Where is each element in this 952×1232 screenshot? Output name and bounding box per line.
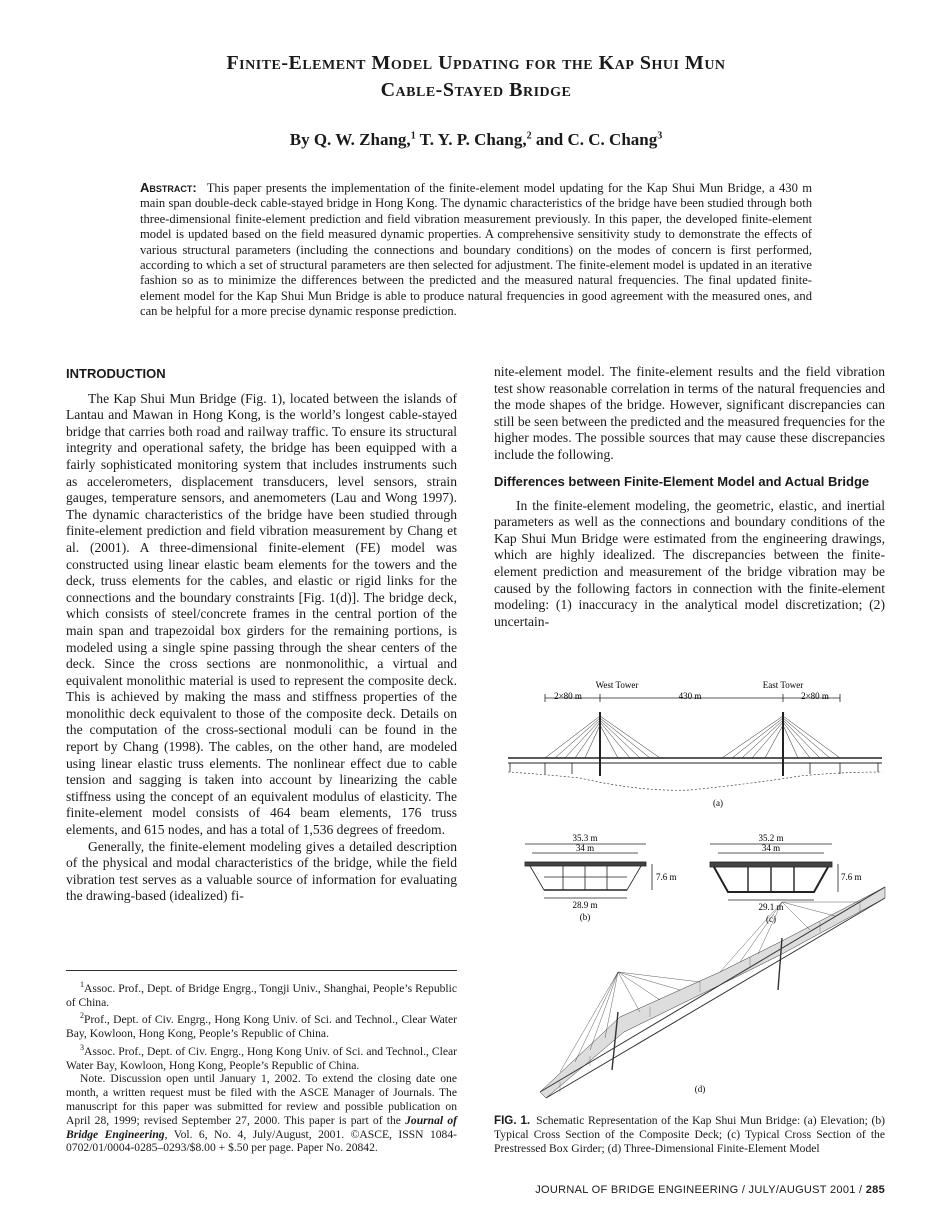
footnote-divider [66,970,457,971]
c-top-width: 35.2 m [758,833,784,843]
title-line-2: Cable-Stayed Bridge [380,79,572,101]
c-mid-width: 34 m [761,843,781,853]
east-tower-label: East Tower [762,680,804,690]
footnote-3-sup: 3 [80,1042,84,1052]
c-bottom-width: 29.1 m [758,902,784,912]
author-3: C. C. Chang [567,130,658,149]
page-number: 285 [865,1184,885,1196]
fe-model-drawing [540,887,885,1098]
publication-note-b: , Vol. 6, No. 4, July/August, 2001. ©ASCE, ISSN 1084-0702/01/0004-0285–0293/$8.00 + $.50 per page. Paper No. 20842. [66,1127,457,1155]
author-1-sup: 1 [410,130,416,142]
footer-journal: JOURNAL OF BRIDGE ENGINEERING / JULY/AUGUST 2001 / [535,1184,863,1196]
b-bottom-width: 28.9 m [572,900,598,910]
footnote-1 [66,978,457,1009]
footnote-3-text: Assoc. Prof., Dept. of Civ. Engrg., Hong Kong Univ. of Sci. and Technol., Clear Water Bay, Kowloon, Hong Kong, People’s Republic of China. [66,1044,457,1072]
right-paragraph-1: nite-element model. The finite-element results and the field vibration test show reasonable correlation in terms of the natural frequencies and the mode shapes of the bridge. However, significant discrepancies can still be seen between the predicted and the measured frequencies for the higher modes. The possible sources that may cause these discrepancies include the following. [494,364,885,462]
page-footer [500,1184,885,1196]
abstract-label: Abstract: [140,180,197,195]
right-column [494,364,885,630]
footnote-1-text: Assoc. Prof., Dept. of Bridge Engrg., Tongji Univ., Shanghai, People’s Republic of China. [66,981,457,1009]
subsection-heading: Differences between Finite-Element Model and Actual Bridge [494,473,870,489]
panel-c-label: (c) [766,914,776,924]
elevation-drawing [508,694,882,790]
footnotes [66,978,457,1155]
footnote-2 [66,1009,457,1040]
author-and: and [535,130,564,149]
panel-d-label: (d) [694,1084,706,1094]
abstract-text: This paper presents the implementation of the finite-element model updating for the Kap Shui Mun Bridge, a 430 m main span double-deck cable-stayed bridge in Hong Kong. The dynamic characteristics of the bridge have been studied through both three-dimensional finite-element prediction and field vibration measurement previously. In this paper, the developed finite-element model is updated based on the field measured dynamic properties. A comprehensive sensitivity study to demonstrate the effects of various structural parameters (including the connections and boundary conditions) on the modes of concern is first performed, according to which a set of structural parameters are then selected for adjustment. The finite-element model is updated in an iterative fashion so as to minimize the differences between the predicted and the measured natural frequencies. The final updated finite-element model for the Kap Shui Mun Bridge is able to produce natural frequencies in good agreement with the measured ones, and can be helpful for a more precise dynamic response prediction. [140,181,812,319]
publication-note-a: Note. Discussion open until January 1, 2002. To extend the closing date one month, a written request must be filed with the ASCE Manager of Journals. The manuscript for this paper was submitted for review and possible publication on April 28, 1999; revised September 27, 2000. This paper is part of the [66,1072,457,1127]
abstract [140,180,812,320]
footnote-2-text: Prof., Dept. of Civ. Engrg., Hong Kong Univ. of Sci. and Technol., Clear Water Bay, Kowloon, Hong Kong, People’s Republic of China. [66,1013,457,1041]
left-column [66,364,457,905]
author-2-sup: 2 [526,130,532,142]
intro-paragraph-2: Generally, the finite-element modeling gives a detailed description of the physical and modal characteristics of the bridge, while the field vibration test serves as a valuable source of information for evaluating the drawing-based (idealized) fi- [66,838,457,904]
right-paragraph-2: In the finite-element modeling, the geometric, elastic, and inertial parameters as well as the connections and boundary conditions of the Kap Shui Mun Bridge were estimated from the engineering drawings, which are highly idealized. The discrepancies between the finite-element prediction and measurement of the bridge vibration may be caused by the following factors in connection with the finite-element modeling: (1) inaccuracy in the analytical model discretization; (2) uncertain- [494,497,885,629]
author-prefix: By [289,130,310,149]
footnote-2-sup: 2 [80,1011,84,1021]
figure-1-drawing [500,672,890,1108]
west-tower-label: West Tower [595,680,639,690]
left-span-label: 2×80 m [554,691,582,701]
caption-text: Schematic Representation of the Kap Shui Mun Bridge: (a) Elevation; (b) Typical Cross Section of the Composite Deck; (c) Typical Cross Section of the Prestressed Box Girder; (d) Three-Dimensional Finite-Element Model [494,1114,885,1155]
b-height: 7.6 m [656,872,677,882]
title-line-1: Finite-Element Model Updating for the Kap Shui Mun [226,52,726,74]
author-line [0,130,952,150]
footnote-3 [66,1041,457,1072]
panel-b-label: (b) [579,912,591,922]
footnote-1-sup: 1 [80,980,84,989]
journal-name: Journal of Bridge Engineering [66,1113,457,1141]
author-2: T. Y. P. Chang, [419,130,527,149]
author-3-sup: 3 [657,130,663,142]
author-1: Q. W. Zhang, [313,130,411,149]
right-span-label: 2×80 m [801,691,829,701]
figure-1 [500,672,890,1108]
b-top-width: 35.3 m [572,833,598,843]
c-height: 7.6 m [841,872,862,882]
west-cables [545,716,660,758]
introduction-heading: INTRODUCTION [66,366,166,381]
caption-label: FIG. 1. [494,1114,531,1127]
publication-note [66,1072,457,1155]
paper-title [0,50,952,104]
intro-paragraph-1: The Kap Shui Mun Bridge (Fig. 1), located between the islands of Lantau and Mawan in Hong Kong, is the world’s longest cable-stayed bridge that carries both road and railway traffic. To ensure its structural integrity and operational safety, the bridge has been equipped with a fairly sophisticated monitoring system that includes instruments such as accelerometers, displacement transducers, level sensors, strain gauges, temperature sensors, and anemometers (Lau and Wong 1997). The dynamic characteristics of the bridge have been studied through finite-element prediction and field vibration measurement by Chang et al. (2001). A three-dimensional finite-element (FE) model was constructed using linear elastic beam elements for the towers and the deck, truss elements for the cables, and elastic or rigid links for the connections and the boundary constraints [Fig. 1(d)]. The bridge deck, which consists of steel/concrete frames in the central portion of the main span and trapezoidal box girders for the remaining portions, is modeled using a single spine passing through the shear centers of the deck. Since the cross sections are nonmonolithic, a virtual and equivalent monolithic material is used to represent the composite deck. This is achieved by making the mass and stiffness properties of the monolithic deck equivalent to those of the composite deck. Details on the computation of the cross-sectional moduli can be found in the report by Chang (1998). The cables, on the other hand, are modeled using linear elastic truss elements. The nonlinear effect due to cable tension and sagging is taken into account by linearizing the cable stiffness using the concept of an equivalent modulus of elasticity. The finite-element model consists of 464 beam elements, 176 truss elements, and 615 nodes, and has a total of 1,536 degrees of freedom. [66,390,457,838]
east-cables [722,716,840,758]
panel-a-label: (a) [713,798,723,808]
b-mid-width: 34 m [575,843,595,853]
figure-caption [494,1114,885,1155]
main-span-label: 430 m [678,691,702,701]
